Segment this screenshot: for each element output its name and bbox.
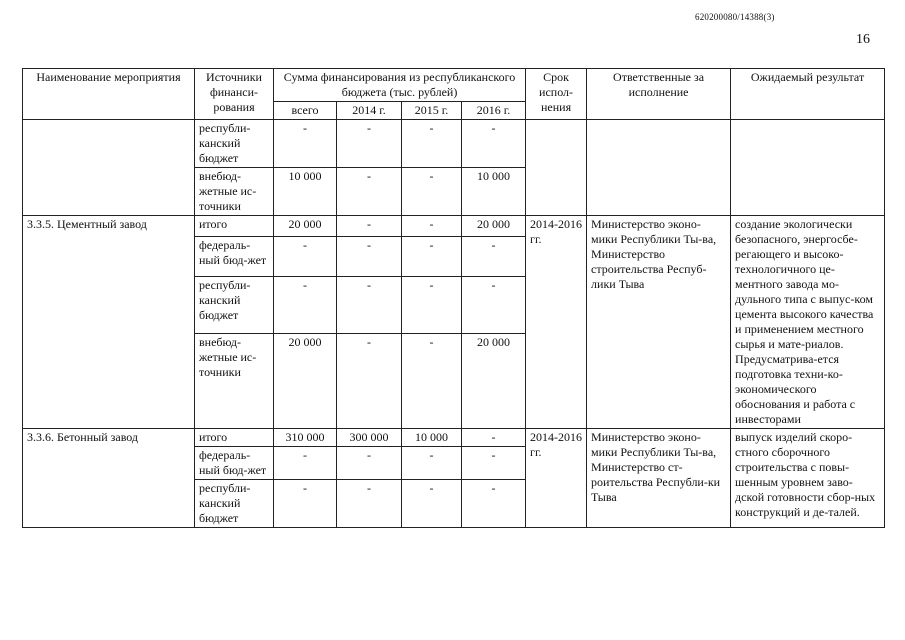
cell-total: 20 000: [274, 334, 337, 429]
cell-2014: 300 000: [337, 429, 402, 447]
cell-2016: -: [462, 276, 526, 333]
cell-2016: 20 000: [462, 334, 526, 429]
header-2014: 2014 г.: [337, 102, 402, 120]
cell-2016: -: [462, 120, 526, 168]
header-name: Наименование мероприятия: [23, 69, 195, 120]
cell-source: республи-канский бюджет: [195, 120, 274, 168]
header-term: Срок испол-нения: [526, 69, 587, 120]
header-sources: Источники финанси-рования: [195, 69, 274, 120]
cell-responsible: Министерство эконо-мики Республики Ты-ва, Министерство строительства Респуб-лики Тыва: [587, 216, 731, 429]
cell-2015: -: [402, 216, 462, 237]
cell-total: -: [274, 447, 337, 480]
page-number: 16: [856, 32, 870, 47]
cell-result: выпуск изделий скоро-стного сборочного строительства с повы-шенным уровнем заво-дской готовности сбор-ных конструкций и де-талей.: [731, 429, 885, 528]
cell-responsible: [587, 120, 731, 216]
header-result: Ожидаемый результат: [731, 69, 885, 120]
table-row: [23, 216, 885, 237]
cell-source: федераль-ный бюд-жет: [195, 447, 274, 480]
cell-source: республи-канский бюджет: [195, 276, 274, 333]
cell-total: 10 000: [274, 168, 337, 216]
cell-2014: -: [337, 168, 402, 216]
cell-2015: -: [402, 237, 462, 276]
cell-2016: -: [462, 447, 526, 480]
cell-total: -: [274, 480, 337, 528]
cell-source: внебюд-жетные ис-точники: [195, 168, 274, 216]
cell-2016: 10 000: [462, 168, 526, 216]
table-row: [23, 429, 885, 447]
cell-2014: -: [337, 480, 402, 528]
cell-term: 2014-2016 гг.: [526, 429, 587, 528]
cell-term: 2014-2016 гг.: [526, 216, 587, 429]
cell-total: -: [274, 237, 337, 276]
cell-2015: -: [402, 120, 462, 168]
cell-2016: 20 000: [462, 216, 526, 237]
header-2016: 2016 г.: [462, 102, 526, 120]
table-row: [23, 120, 885, 168]
cell-name: 3.3.6. Бетонный завод: [23, 429, 195, 528]
funding-table: [22, 68, 885, 528]
cell-2014: -: [337, 216, 402, 237]
cell-2015: -: [402, 276, 462, 333]
cell-name: [23, 120, 195, 216]
cell-source: республи-канский бюджет: [195, 480, 274, 528]
document-id: 620200080/14388(3): [695, 12, 775, 22]
cell-source: федераль-ный бюд-жет: [195, 237, 274, 276]
header-total: всего: [274, 102, 337, 120]
cell-source: итого: [195, 429, 274, 447]
cell-2014: -: [337, 334, 402, 429]
cell-responsible: Министерство эконо-мики Республики Ты-ва, Министерство ст-роительства Республи-ки Тыва: [587, 429, 731, 528]
cell-result: [731, 120, 885, 216]
cell-2015: -: [402, 168, 462, 216]
cell-2014: -: [337, 276, 402, 333]
cell-2016: -: [462, 237, 526, 276]
cell-source: итого: [195, 216, 274, 237]
cell-term: [526, 120, 587, 216]
cell-2015: 10 000: [402, 429, 462, 447]
cell-total: -: [274, 120, 337, 168]
cell-2014: -: [337, 237, 402, 276]
cell-2014: -: [337, 447, 402, 480]
cell-2014: -: [337, 120, 402, 168]
cell-2015: -: [402, 447, 462, 480]
header-row-1: [23, 69, 885, 102]
header-sum: Сумма финансирования из республиканского бюджета (тыс. рублей): [274, 69, 526, 102]
cell-2015: -: [402, 334, 462, 429]
cell-total: 310 000: [274, 429, 337, 447]
cell-name: 3.3.5. Цементный завод: [23, 216, 195, 429]
cell-total: 20 000: [274, 216, 337, 237]
cell-source: внебюд-жетные ис-точники: [195, 334, 274, 429]
cell-2016: -: [462, 480, 526, 528]
cell-result: создание экологически безопасного, энергосбе-регающего и высоко-технологичного це-ментного завода мо-дульного типа с выпус-ком цемента высокого качества и применением местного сырья и мате-риалов. Предусматрива-ется подготовка техни-ко-экономического обоснования и работа с инвесторами: [731, 216, 885, 429]
cell-2016: -: [462, 429, 526, 447]
cell-2015: -: [402, 480, 462, 528]
header-2015: 2015 г.: [402, 102, 462, 120]
cell-total: -: [274, 276, 337, 333]
header-responsible: Ответственные за исполнение: [587, 69, 731, 120]
